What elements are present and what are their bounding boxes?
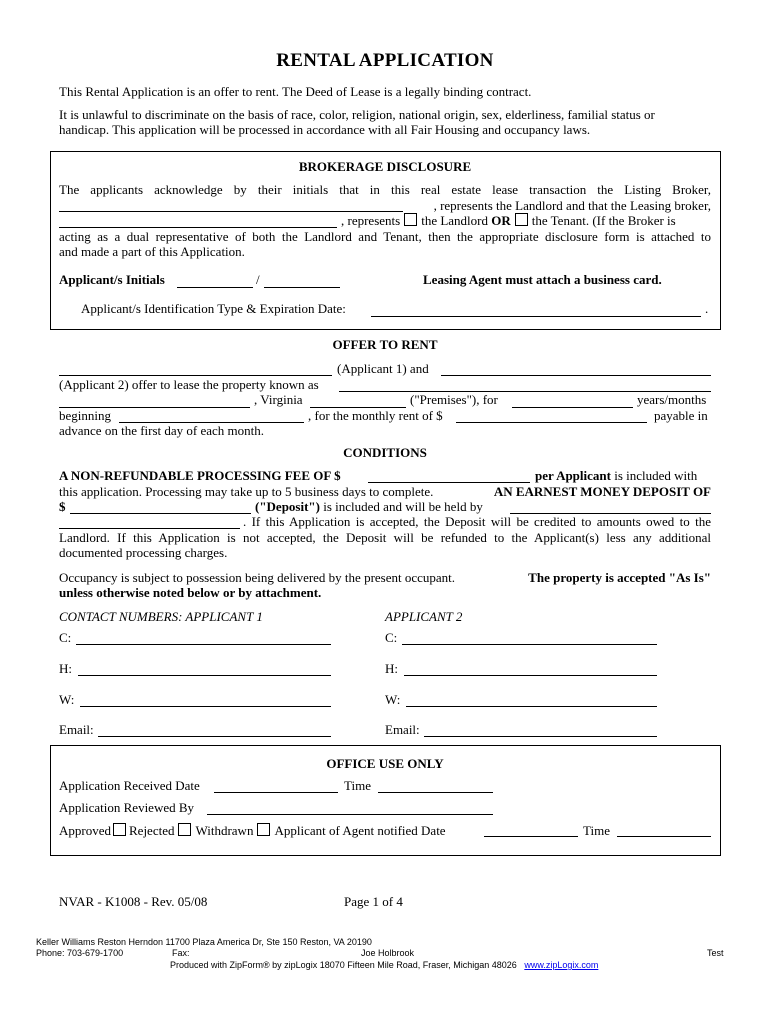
intro-paragraph-1: This Rental Application is an offer to rent. The Deed of Lease is a legally binding contract. [59, 84, 532, 99]
tenant-checkbox[interactable] [515, 213, 528, 226]
monthly-rent-text: , for the monthly rent of $ [308, 408, 443, 423]
as-is-text: The property is accepted "As Is" [528, 570, 711, 585]
reviewed-label: Application Reviewed By [59, 800, 195, 815]
brokerage-line-5: and made a part of this Application. [59, 244, 245, 259]
received-date-field[interactable] [214, 792, 338, 793]
reviewed-by-field[interactable] [207, 814, 493, 815]
initials-field-2[interactable] [264, 287, 340, 288]
agent-note: Leasing Agent must attach a business card. [423, 272, 662, 287]
occupancy-line-1 [59, 570, 711, 586]
brokerage-address: Keller Williams Reston Herndon 11700 Plaza America Dr, Ste 150 Reston, VA 20190 [36, 937, 372, 947]
landlord-text: the Landlord [421, 213, 488, 228]
applicant-1-work-field[interactable] [80, 706, 331, 707]
approved-checkbox[interactable] [113, 823, 126, 836]
rejected-text: Rejected [129, 823, 175, 838]
represents-text: , represents [341, 213, 401, 228]
processing-fee-field[interactable] [368, 482, 530, 483]
withdrawn-text: Withdrawn [195, 823, 254, 838]
held-by-text: is included and will be held by [323, 499, 483, 514]
applicant-1-work-label: W: [59, 692, 75, 707]
deposit-text: ("Deposit") [255, 499, 320, 514]
status-line [59, 823, 446, 839]
notified-text: Applicant of Agent notified Date [274, 823, 446, 838]
conditions-line-2 [59, 484, 711, 500]
brokerage-fax: Fax: [172, 948, 190, 958]
applicant-1-home-label: H: [59, 661, 72, 676]
or-text: OR [491, 213, 511, 228]
applicant-2-work-field[interactable] [406, 706, 657, 707]
id-end: . [705, 301, 709, 316]
virginia-text: , Virginia [254, 392, 303, 407]
applicant-2-text: (Applicant 2) offer to lease the property known as [59, 377, 319, 392]
landlord-checkbox[interactable] [404, 213, 417, 226]
notified-date-field[interactable] [484, 836, 578, 837]
included-text: is included with [614, 468, 698, 483]
notified-time-label: Time [583, 823, 610, 838]
tenant-text: the Tenant. (If the Broker is [531, 213, 676, 228]
monthly-rent-field[interactable] [456, 422, 647, 423]
term-field[interactable] [512, 407, 633, 408]
occupancy-line-2: unless otherwise noted below or by attachment. [59, 585, 322, 600]
per-applicant-text: per Applicant [535, 468, 611, 483]
brokerage-line-4: acting as a dual representative of both the Landlord and Tenant, then the appropriate disclosure form is attached to [59, 229, 711, 244]
accepted-text: . If this Application is accepted, the Deposit will be credited to amounts owed to the [243, 514, 711, 529]
contact-heading-applicant-2: APPLICANT 2 [385, 609, 463, 624]
brokerage-phone: Phone: 703-679-1700 [36, 948, 124, 958]
received-time-field[interactable] [378, 792, 493, 793]
applicant-1-cell-label: C: [59, 630, 72, 645]
offer-heading: OFFER TO RENT [332, 337, 438, 352]
brokerage-line-2: , represents the Landlord and that the Leasing broker, [433, 198, 711, 213]
brokerage-line-1: The applicants acknowledge by their initials that in this real estate lease transaction the Listing Broker, [59, 182, 711, 197]
intro-paragraph-2-line-2: handicap. This application will be processed in accordance with all Fair Housing and occupancy laws. [59, 122, 591, 137]
per-applicant-line [535, 468, 697, 484]
leasing-broker-field[interactable] [59, 227, 337, 228]
approved-text: Approved [59, 823, 111, 838]
years-months-text: years/months [637, 392, 707, 407]
applicant-1-field[interactable] [59, 375, 332, 376]
received-label: Application Received Date [59, 778, 200, 793]
occupancy-text: Occupancy is subject to possession being delivered by the present occupant. [59, 570, 456, 585]
page-number: Page 1 of 4 [344, 894, 403, 909]
applicant-2-cell-field[interactable] [402, 644, 657, 645]
brokerage-heading: BROKERAGE DISCLOSURE [298, 159, 472, 174]
beginning-text: beginning [59, 408, 111, 423]
applicant-2-home-label: H: [385, 661, 398, 676]
ziplogix-link[interactable]: www.zipLogix.com [524, 960, 599, 970]
contact-heading-applicant-1: CONTACT NUMBERS: APPLICANT 1 [59, 609, 263, 624]
earnest-deposit-text: AN EARNEST MONEY DEPOSIT OF [493, 484, 711, 499]
id-label: Applicant/s Identification Type & Expiration Date: [81, 301, 346, 316]
applicant-1-cell-field[interactable] [76, 644, 331, 645]
listing-broker-field[interactable] [59, 211, 403, 212]
payable-text: payable in [654, 408, 708, 423]
initials-label: Applicant/s Initials [59, 272, 165, 287]
applicant-2-home-field[interactable] [404, 675, 657, 676]
deposit-dollar: $ [59, 499, 66, 514]
held-by-field-continued[interactable] [59, 528, 240, 529]
applicant-2-work-label: W: [385, 692, 401, 707]
id-field[interactable] [371, 316, 701, 317]
premises-text: ("Premises"), for [410, 392, 498, 407]
initials-field-1[interactable] [177, 287, 253, 288]
applicant-2-field[interactable] [441, 375, 711, 376]
conditions-line-6: documented processing charges. [59, 545, 228, 560]
deposit-line [255, 499, 483, 515]
form-id: NVAR - K1008 - Rev. 05/08 [59, 894, 208, 909]
advance-text: advance on the first day of each month. [59, 423, 265, 438]
produced-by [170, 960, 598, 970]
withdrawn-checkbox[interactable] [257, 823, 270, 836]
notified-time-field[interactable] [617, 836, 711, 837]
applicant-1-email-label: Email: [59, 722, 94, 737]
applicant-1-email-field[interactable] [98, 736, 331, 737]
fee-label: A NON-REFUNDABLE PROCESSING FEE OF $ [59, 468, 341, 483]
applicant-2-email-label: Email: [385, 722, 420, 737]
applicant-1-home-field[interactable] [78, 675, 331, 676]
brokerage-line-3 [341, 213, 676, 229]
conditions-line-5: Landlord. If this Application is not accepted, the Deposit will be refunded to the Applicant(s) less any additional [59, 530, 711, 545]
agent-name: Joe Holbrook [361, 948, 415, 958]
deposit-amount-field[interactable] [70, 513, 251, 514]
applicant-2-cell-label: C: [385, 630, 398, 645]
office-heading: OFFICE USE ONLY [326, 756, 444, 771]
produced-text: Produced with ZipForm® by zipLogix 18070 Fifteen Mile Road, Fraser, Michigan 48026 [170, 960, 517, 970]
processing-time-text: this application. Processing may take up to 5 business days to complete. [59, 484, 434, 499]
test-label: Test [707, 948, 724, 958]
received-time-label: Time [344, 778, 371, 793]
initials-slash: / [256, 272, 260, 287]
rejected-checkbox[interactable] [178, 823, 191, 836]
conditions-heading: CONDITIONS [343, 445, 427, 460]
applicant-2-email-field[interactable] [424, 736, 657, 737]
intro-paragraph-2-line-1: It is unlawful to discriminate on the basis of race, color, religion, national origin, sex, elderliness, familial status or [59, 107, 655, 122]
page-title: RENTAL APPLICATION [276, 50, 494, 71]
applicant-1-text: (Applicant 1) and [337, 361, 429, 376]
